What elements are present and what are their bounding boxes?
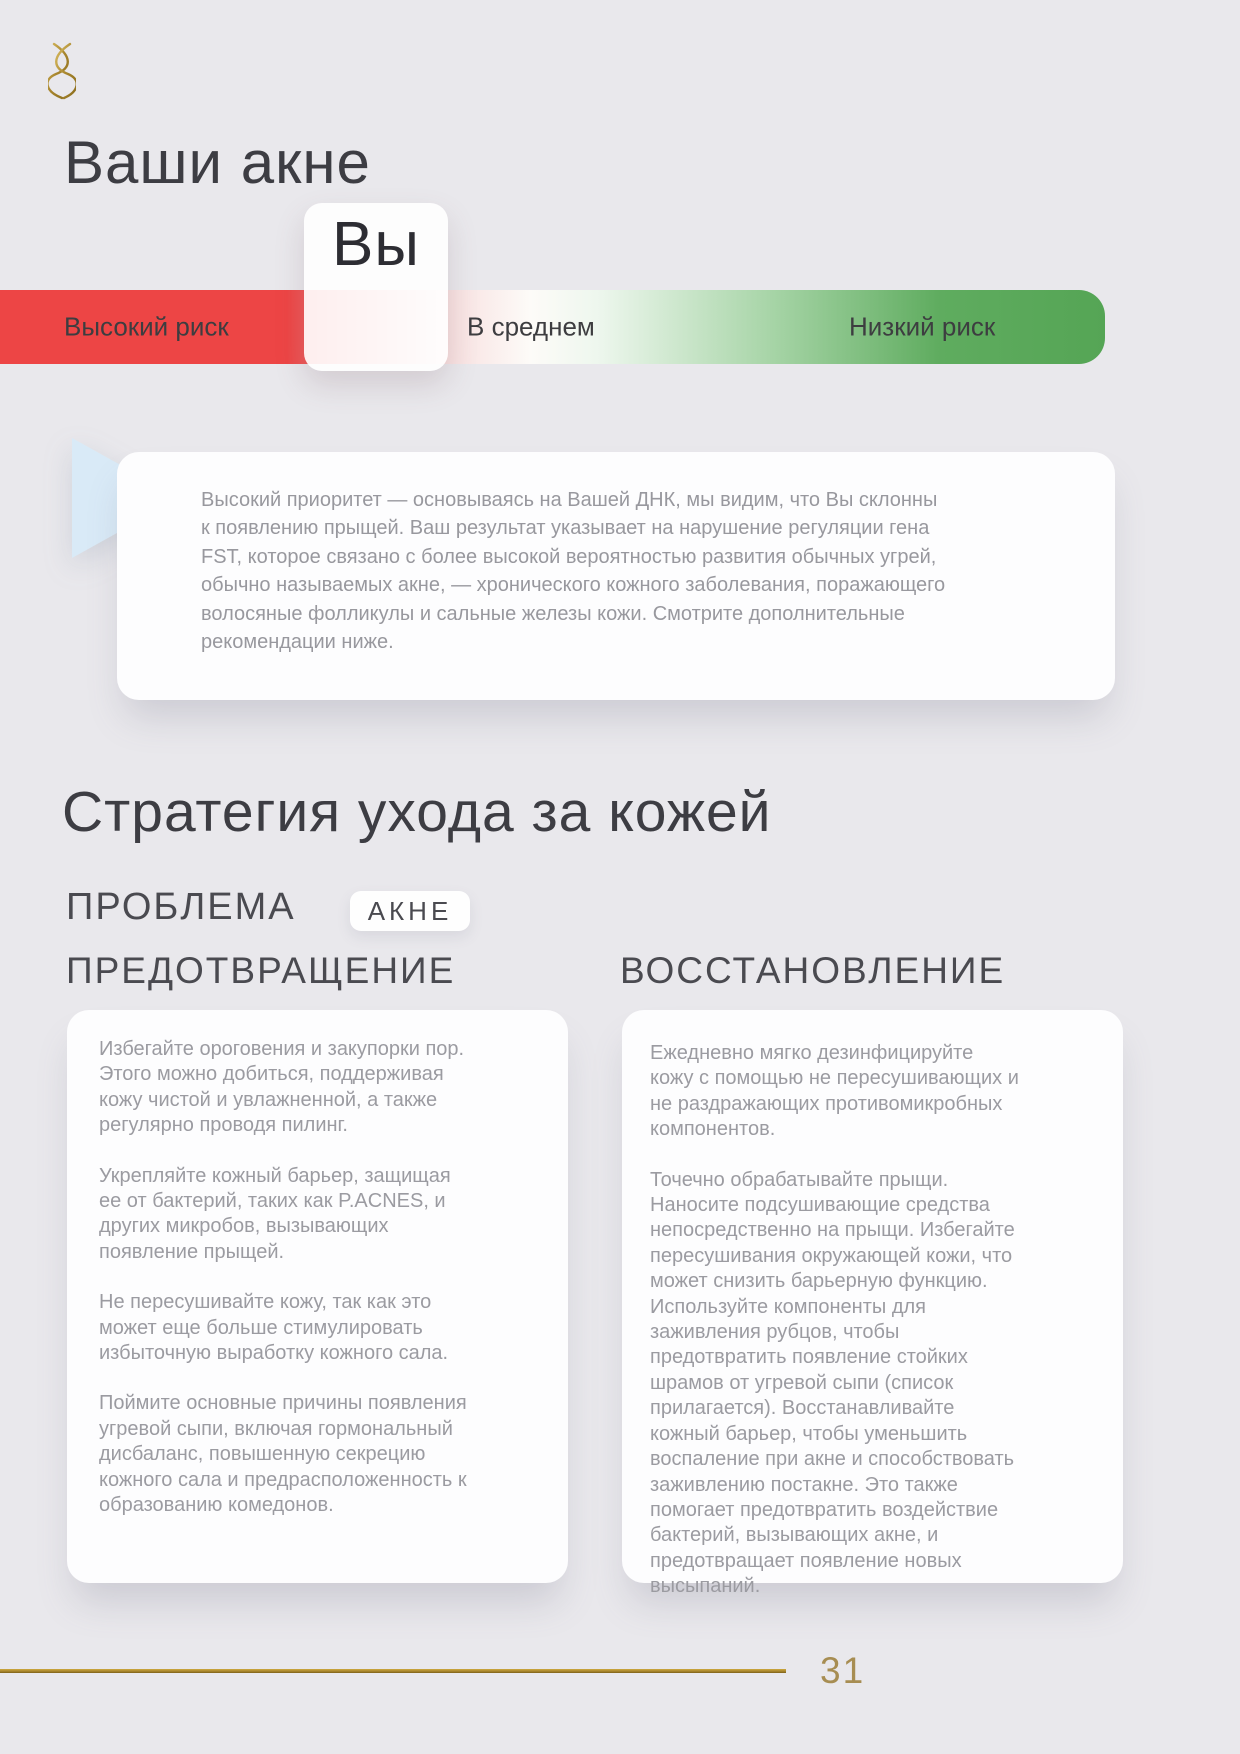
restoration-card (622, 1010, 1123, 1598)
restoration-paragraph: Точечно обрабатывайте прыщи. Наносите подсушивающие средства непосредственно на прыщи. Избегайте пересушивания окружающей кожи, что может снизить барьерную функцию. Используйте компоненты для заживления рубцов, чтобы предотвратить появление стойких шрамов от угревой сыпи (список прилагается). Восстанавливайте кожный барьер, чтобы уменьшить воспаление при акне и способствовать заживлению постакне. Это также помогает предотвратить воздействие бактерий, вызывающих акне, и предотвращает появление новых высыпаний. (650, 1168, 1015, 1598)
prevention-card (67, 1010, 568, 1583)
prevention-column-heading: ПРЕДОТВРАЩЕНИЕ (66, 950, 456, 991)
dna-helix-icon (48, 42, 76, 100)
restoration-paragraph: Ежедневно мягко дезинфицируйте кожу с помощью не пересушивающих и не раздражающих противомикробных компонентов. (650, 1042, 1019, 1141)
risk-label-high: Высокий риск (64, 311, 229, 342)
callout-line: рекомендации ниже. (201, 631, 394, 654)
risk-label-low: Низкий риск (849, 311, 996, 342)
prevention-paragraph: Укрепляйте кожный барьер, защищая ее от бактерий, таких как P.ACNES, и других микробов, вызывающих появление прыщей. (99, 1164, 451, 1263)
risk-marker-card (304, 203, 448, 371)
callout-line: волосяные фолликулы и сальные железы кожи. Смотрите дополнительные (201, 602, 905, 625)
page-title: Ваши акне (64, 129, 371, 196)
priority-callout-card (117, 452, 1115, 700)
prevention-paragraph: Не пересушивайте кожу, так как это может еще больше стимулировать избыточную выработку кожного сала. (99, 1291, 449, 1365)
risk-marker-label: Вы (332, 210, 420, 279)
problem-value-badge (350, 891, 470, 931)
callout-line: Высокий приоритет — основываясь на Вашей ДНК, мы видим, что Вы склонны (201, 489, 938, 511)
risk-label-average: В среднем (467, 311, 595, 342)
prevention-paragraph: Поймите основные причины появления угревой сыпи, включая гормональный дисбаланс, повышенную секрецию кожного сала и предрасположенность к образованию комедонов. (99, 1392, 467, 1517)
page-number: 31 (820, 1650, 866, 1691)
footer-divider (0, 1669, 786, 1673)
prevention-paragraph: Избегайте ороговения и закупорки пор. Этого можно добиться, поддерживая кожу чистой и увлажненной, а также регулярно проводя пилинг. (99, 1038, 465, 1137)
callout-line: к появлению прыщей. Ваш результат указывает на нарушение регуляции гена (201, 517, 930, 540)
callout-line: обычно называемых акне, — хронического кожного заболевания, поражающего (201, 574, 946, 597)
strategy-section-title: Стратегия ухода за кожей (62, 780, 772, 844)
problem-label: ПРОБЛЕМА (66, 886, 296, 928)
restoration-column-heading: ВОССТАНОВЛЕНИЕ (620, 950, 1006, 991)
problem-value-text: АКНЕ (367, 895, 453, 926)
risk-gradient-bar (0, 290, 1105, 364)
callout-line: FST, которое связано с более высокой вероятностью развития обычных угрей, (201, 545, 937, 568)
